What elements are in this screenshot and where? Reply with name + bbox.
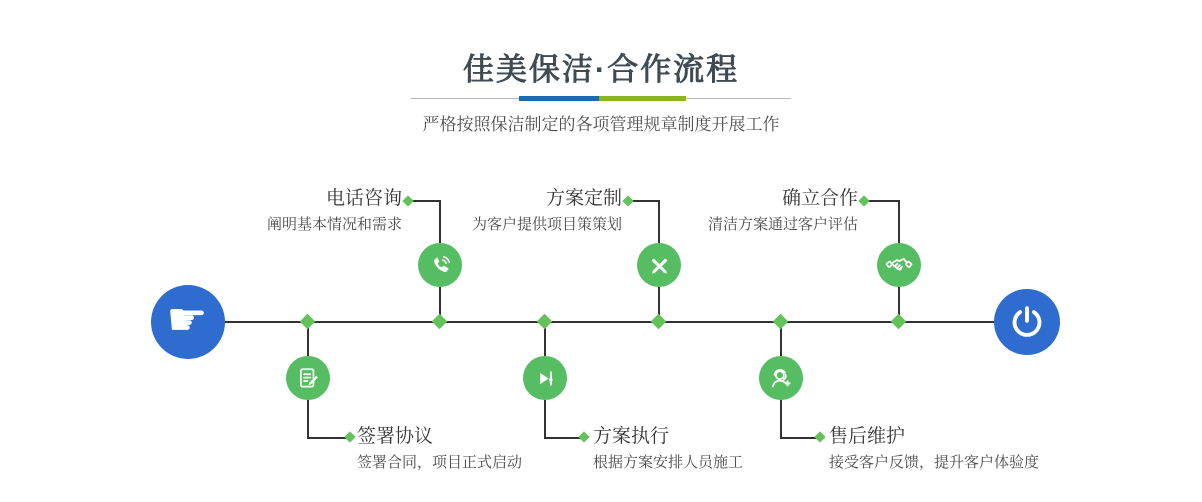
connector-line <box>898 200 900 243</box>
connector-line <box>780 400 782 438</box>
design-tools-icon <box>646 252 673 279</box>
step-desc: 签署合同，项目正式启动 <box>357 454 523 471</box>
step-circle-design <box>637 243 681 287</box>
phone-call-icon <box>427 252 454 279</box>
connector-line <box>544 400 546 438</box>
step-circle-phone <box>418 243 462 287</box>
connector-line <box>307 400 309 438</box>
label-diamond <box>622 195 633 206</box>
step-label-design <box>472 188 622 234</box>
step-label-execute <box>593 426 743 472</box>
start-node <box>151 285 225 359</box>
divider-green-segment <box>599 96 686 101</box>
pointing-hand-icon: ☛ <box>166 292 208 346</box>
step-title: 方案执行 <box>593 426 670 447</box>
step-circle-support <box>759 356 803 400</box>
contract-sign-icon <box>295 365 322 392</box>
timeline-node-diamond <box>537 314 553 330</box>
step-desc: 根据方案安排人员施工 <box>593 454 744 471</box>
step-title: 确立合作 <box>781 188 858 209</box>
power-icon <box>1009 304 1045 340</box>
step-title: 方案定制 <box>545 188 622 209</box>
timeline-node-diamond <box>651 314 667 330</box>
connector-line <box>658 200 660 243</box>
step-desc: 清洁方案通过客户评估 <box>707 216 858 233</box>
step-label-support <box>829 426 1039 472</box>
headset-support-icon <box>767 364 795 392</box>
label-diamond <box>578 431 589 442</box>
step-label-phone <box>267 188 402 234</box>
end-node <box>994 289 1060 355</box>
timeline-node-diamond <box>773 314 789 330</box>
step-desc: 阐明基本情况和需求 <box>266 216 402 233</box>
play-execute-icon <box>532 365 559 392</box>
step-circle-handshake <box>877 243 921 287</box>
page-subtitle: 严格按照保洁制定的各项管理规章制度开展工作 <box>422 115 780 134</box>
handshake-icon <box>885 251 913 279</box>
connector-line <box>307 437 350 439</box>
label-diamond <box>344 431 355 442</box>
timeline-node-diamond <box>432 314 448 330</box>
title-divider <box>411 96 791 102</box>
step-desc: 为客户提供项目策策划 <box>471 216 622 233</box>
divider-blue-segment <box>519 96 599 101</box>
step-title: 售后维护 <box>829 426 906 447</box>
timeline-line <box>225 321 994 323</box>
step-desc: 接受客户反馈，提升客户体验度 <box>829 454 1040 471</box>
step-label-handshake <box>708 188 858 234</box>
step-title: 电话咨询 <box>325 188 402 209</box>
page-title: 佳美保洁·合作流程 <box>462 52 740 87</box>
label-diamond <box>858 195 869 206</box>
timeline-node-diamond <box>891 314 907 330</box>
step-title: 签署协议 <box>357 426 434 447</box>
step-label-contract <box>357 426 522 472</box>
step-circle-execute <box>523 356 567 400</box>
label-diamond <box>814 431 825 442</box>
label-diamond <box>402 195 413 206</box>
timeline-node-diamond <box>300 314 316 330</box>
connector-line <box>439 200 441 243</box>
step-circle-contract <box>286 356 330 400</box>
